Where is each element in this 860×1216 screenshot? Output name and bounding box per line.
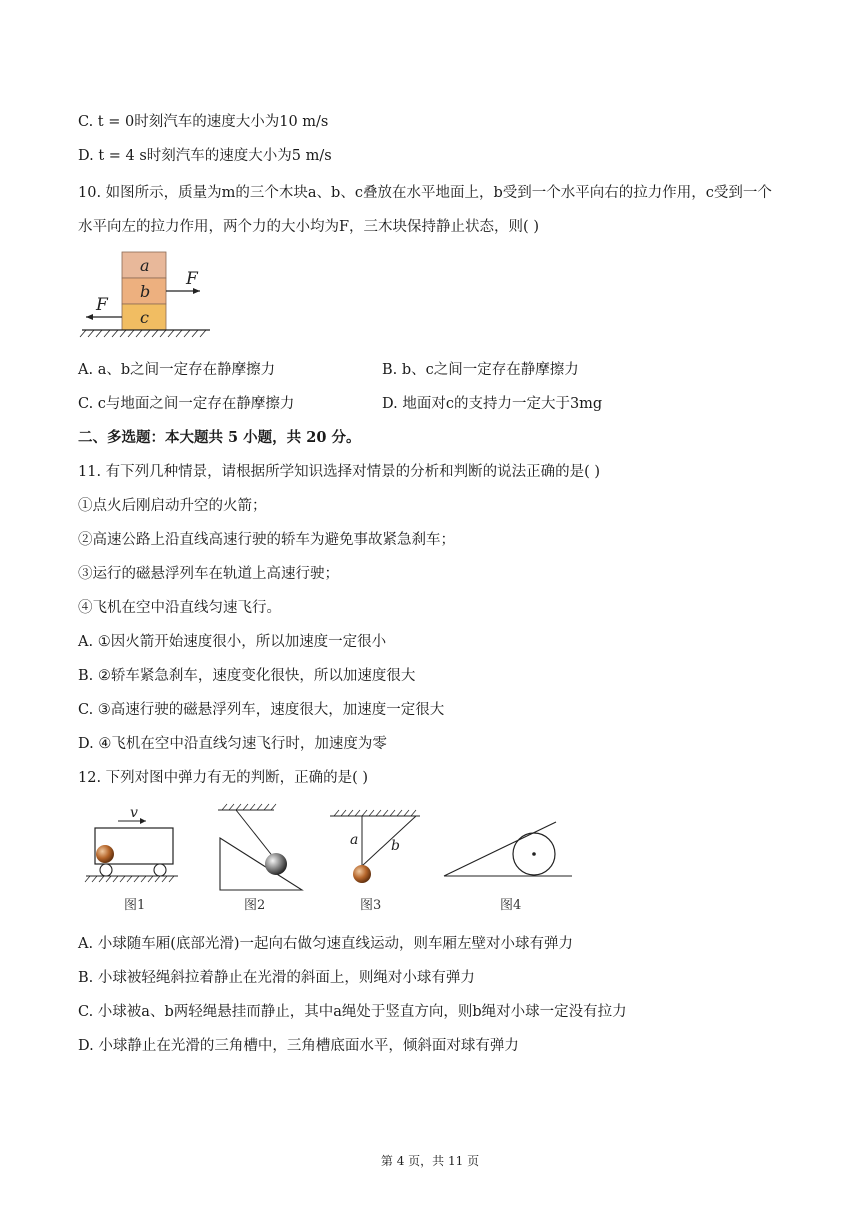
q11-option-b: B. ②轿车紧急刹车，速度变化很快，所以加速度很大 bbox=[78, 668, 416, 684]
figure-1-caption: 图1 bbox=[124, 898, 146, 913]
ball bbox=[96, 845, 114, 863]
q12-option-c: C. 小球被a、b两轻绳悬挂而静止，其中a绳处于竖直方向，则b绳对小球一定没有拉力 bbox=[78, 1004, 627, 1020]
q10-stem: 10. 如图所示，质量为m的三个木块a、b、c叠放在水平地面上，b受到一个水平向右的拉力作用，c受到一个水平向左的拉力作用，两个力的大小均为F，三木块保持静止状态，则( ) bbox=[78, 185, 772, 235]
q11-scenario-4: ④飞机在空中沿直线匀速飞行。 bbox=[78, 600, 281, 616]
q11-option-d: D. ④飞机在空中沿直线匀速飞行时，加速度为零 bbox=[78, 736, 387, 752]
rope bbox=[236, 810, 274, 858]
figure-3-caption: 图3 bbox=[360, 898, 382, 913]
groove-slope bbox=[444, 822, 556, 876]
q10-option-a: A. a、b之间一定存在静摩擦力 bbox=[78, 362, 276, 378]
q12-option-d: D. 小球静止在光滑的三角槽中，三角槽底面水平，倾斜面对球有弹力 bbox=[78, 1038, 519, 1054]
figure-4-caption: 图4 bbox=[500, 898, 522, 913]
q12-figure-3-two-ropes bbox=[328, 808, 424, 890]
q11-option-a: A. ①因火箭开始速度很小，所以加速度一定很小 bbox=[78, 634, 387, 650]
rope-a-label: a bbox=[350, 832, 359, 848]
q9-option-c: C. t = 0时刻汽车的速度大小为10 m/s bbox=[78, 114, 329, 130]
block-b-label: b bbox=[140, 282, 151, 301]
q12-option-b: B. 小球被轻绳斜拉着静止在光滑的斜面上，则绳对小球有弹力 bbox=[78, 970, 475, 986]
rope-b-label: b bbox=[391, 838, 400, 854]
ball bbox=[353, 865, 371, 883]
block-c-label: c bbox=[140, 308, 149, 327]
force-left-label: F bbox=[96, 295, 108, 315]
section-title-multiple-choice: 二、多选题：本大题共 5 小题，共 20 分。 bbox=[78, 429, 361, 446]
wheel-left bbox=[100, 864, 112, 876]
figure-2-caption: 图2 bbox=[244, 898, 266, 913]
q11-scenario-2: ②高速公路上沿直线高速行驶的轿车为避免事故紧急刹车； bbox=[78, 532, 455, 548]
q12-option-a: A. 小球随车厢(底部光滑)一起向右做匀速直线运动，则车厢左壁对小球有弹力 bbox=[78, 936, 574, 952]
ball bbox=[265, 853, 287, 875]
q9-option-d: D. t = 4 s时刻汽车的速度大小为5 m/s bbox=[78, 148, 332, 164]
force-right-label: F bbox=[186, 269, 198, 289]
page-footer: 第 4 页，共 11 页 bbox=[380, 1154, 480, 1168]
q12-figure-4-groove bbox=[442, 818, 576, 884]
q10-option-d: D. 地面对c的支持力一定大于3mg bbox=[382, 396, 603, 412]
q11-option-c: C. ③高速行驶的磁悬浮列车，速度很大，加速度一定很大 bbox=[78, 702, 445, 718]
q11-stem: 11. 有下列几种情景，请根据所学知识选择对情景的分析和判断的说法正确的是( ) bbox=[78, 464, 601, 480]
q12-figure-2-incline bbox=[214, 802, 306, 896]
q10-option-b: B. b、c之间一定存在静摩擦力 bbox=[382, 362, 579, 378]
q10-option-c: C. c与地面之间一定存在静摩擦力 bbox=[78, 396, 295, 412]
q12-figure-1-cart bbox=[84, 804, 184, 888]
wheel-right bbox=[154, 864, 166, 876]
q10-figure-stacked-blocks bbox=[78, 250, 218, 340]
velocity-label: v bbox=[130, 805, 138, 821]
q11-scenario-3: ③运行的磁悬浮列车在轨道上高速行驶； bbox=[78, 566, 339, 582]
block-a-label: a bbox=[140, 256, 150, 275]
q11-scenario-1: ①点火后刚启动升空的火箭； bbox=[78, 498, 267, 514]
q12-stem: 12. 下列对图中弹力有无的判断，正确的是( ) bbox=[78, 770, 369, 786]
incline bbox=[220, 838, 302, 890]
rope-b bbox=[362, 816, 416, 866]
